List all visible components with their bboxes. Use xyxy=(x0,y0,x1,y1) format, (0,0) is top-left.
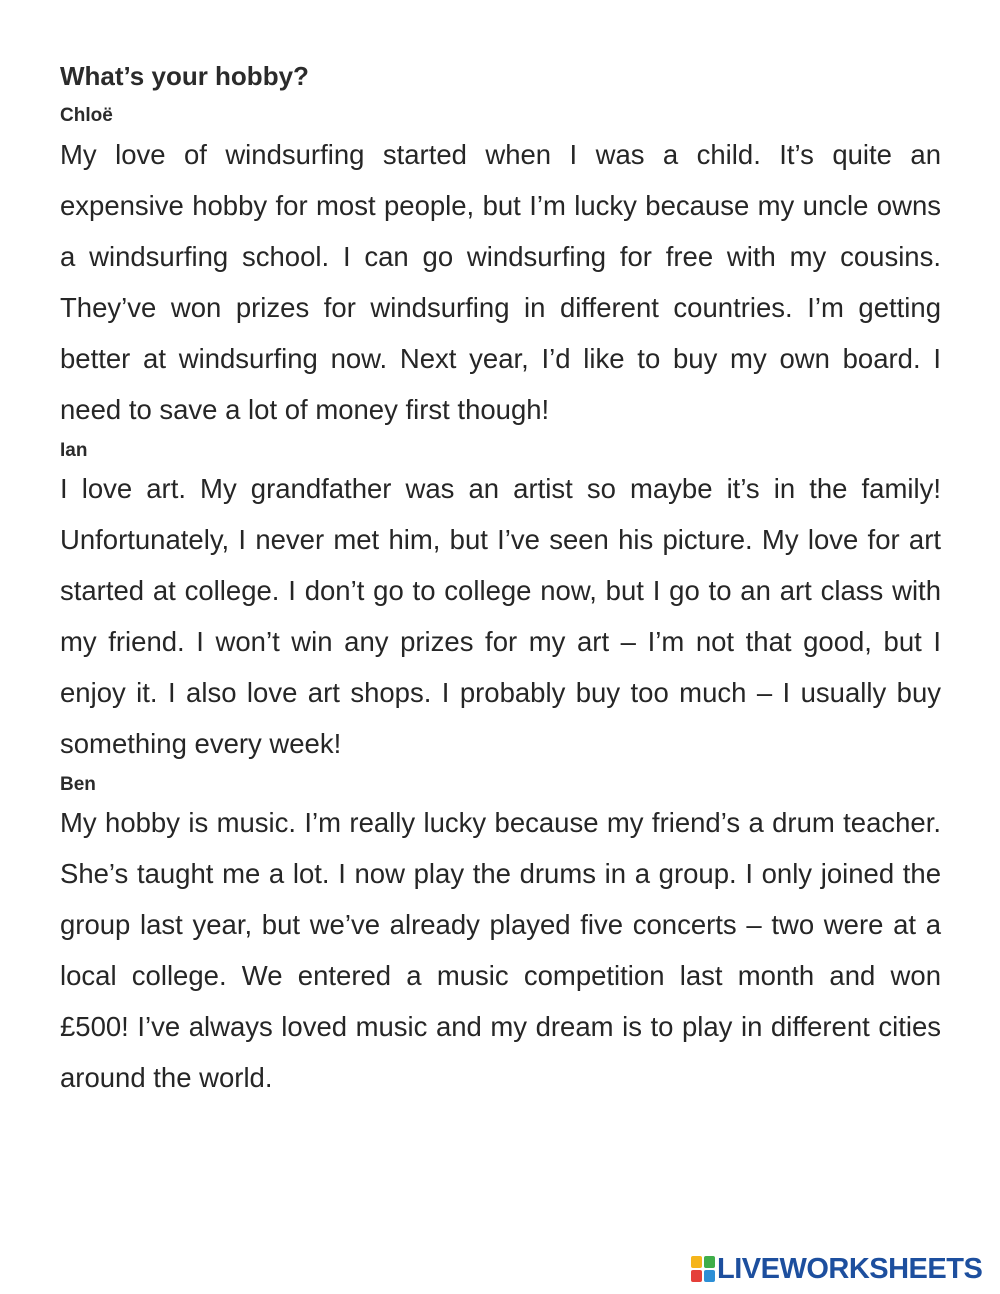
section-text: My love of windsurfing started when I was a child. It’s quite an expensive hobby for most people, but I’m lucky because my uncle owns a windsurfing school. I can go windsurfing for free with my cousins. They’ve won prizes for windsurfing in different countries. I’m getting better at windsurfing now. Next year, I’d like to buy my own board. I need to save a lot of money first though! xyxy=(60,139,941,425)
document-title: What’s your hobby? xyxy=(60,61,309,91)
section-chloe xyxy=(60,104,941,435)
section-ben xyxy=(60,773,941,1103)
liveworksheets-logo-icon xyxy=(691,1256,715,1282)
document-page xyxy=(60,58,941,1107)
author-name: Ben xyxy=(60,774,96,795)
liveworksheets-logo xyxy=(691,1254,982,1284)
author-name: Ian xyxy=(60,440,88,461)
logo-text: LIVEWORKSHEETS xyxy=(717,1253,983,1285)
section-text: I love art. My grandfather was an artist so maybe it’s in the family! Unfortunately, I never met him, but I’ve seen his picture. My love for art started at college. I don’t go to college now, but I go to an art class with my friend. I won’t win any prizes for my art – I’m not that good, but I enjoy it. I also love art shops. I probably buy too much – I usually buy something every week! xyxy=(60,473,941,759)
section-ian xyxy=(60,439,941,769)
section-text: My hobby is music. I’m really lucky because my friend’s a drum teacher. She’s taught me a lot. I now play the drums in a group. I only joined the group last year, but we’ve already played five concerts – two were at a local college. We entered a music competition last month and won £500! I’ve always loved music and my dream is to play in different cities around the world. xyxy=(60,807,941,1093)
author-name: Chloë xyxy=(60,105,113,126)
